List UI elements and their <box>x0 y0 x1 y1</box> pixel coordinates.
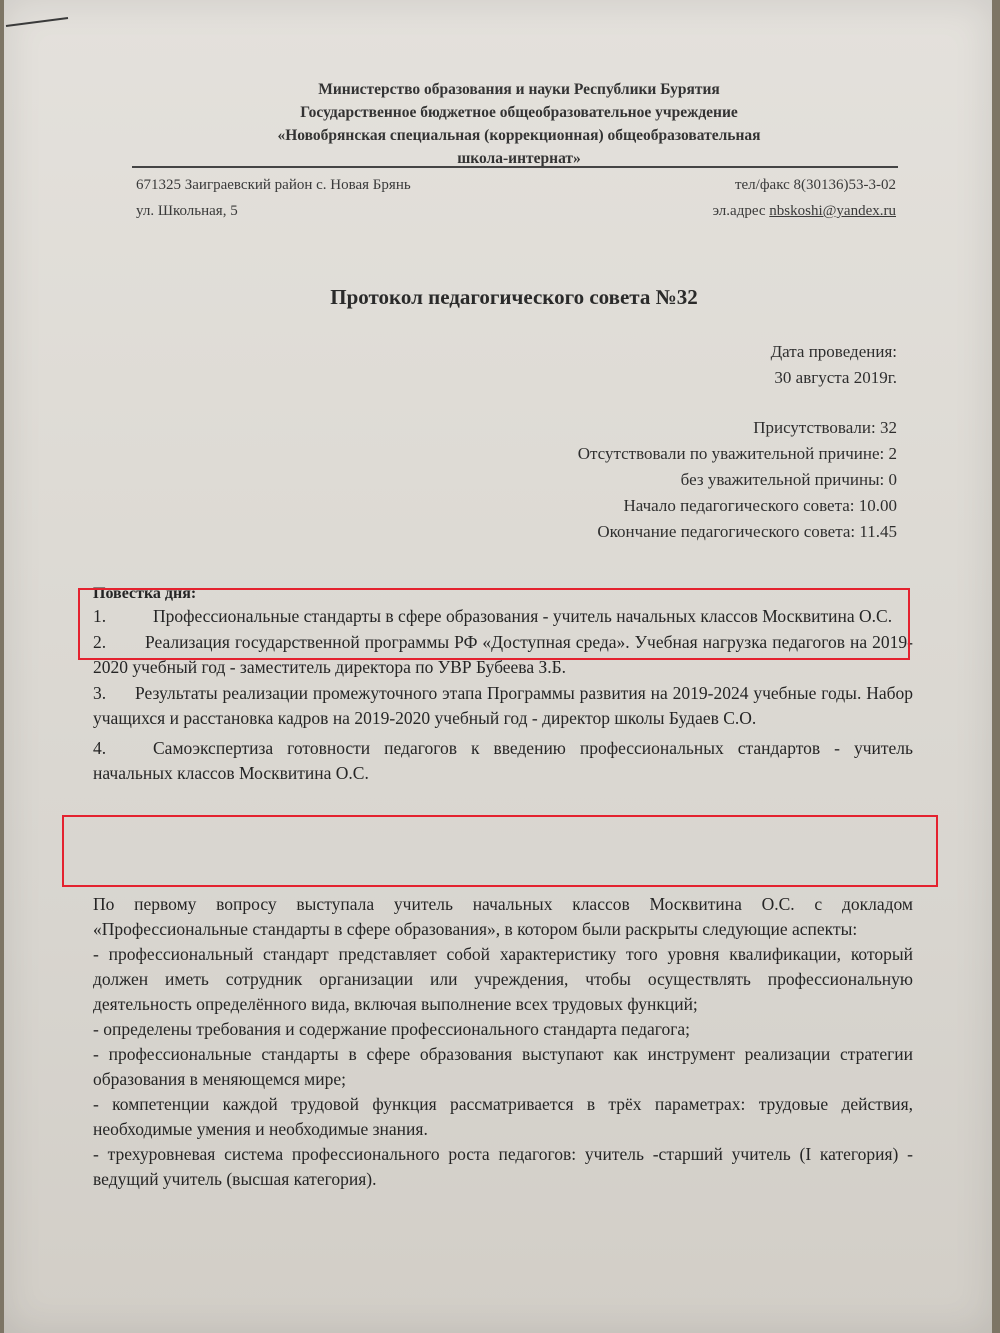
email-link[interactable]: nbskoshi@yandex.ru <box>769 203 896 219</box>
organization-header <box>134 78 904 170</box>
agenda-item <box>93 736 913 787</box>
aspect-list-item: - трехуровневая система профессионального роста педагогов: учитель -старший учитель (I категория) - ведущий учитель (высшая категория). <box>93 1144 913 1189</box>
agenda-item-text: Реализация государственной программы РФ «Доступная среда». Учебная нагрузка педагогов на 2019-2020 учебный год - заместитель директора по УВР Бубеева З.Б. <box>93 631 913 677</box>
agenda-item-text: Профессиональные стандарты в сфере образования - учитель начальных классов Москвитина О.С. <box>153 606 893 626</box>
attendance-block <box>578 415 897 545</box>
ministry-name: Министерство образования и науки Республики Бурятия <box>318 81 720 98</box>
agenda-item-number: 2. <box>93 631 107 652</box>
present-count: Присутствовали: 32 <box>753 418 897 437</box>
pen-mark <box>4 0 74 30</box>
address-line-1: 671325 Заиграевский район с. Новая Брянь <box>136 177 411 193</box>
agenda-item-text: Результаты реализации промежуточного этапа Программы развития на 2019-2024 учебные годы. Набор учащихся и расстановка кадров на 2019-2020 учебный год - директор школы Будаев С.О. <box>93 682 913 728</box>
discussion-text <box>93 892 913 1192</box>
agenda-item <box>93 681 913 732</box>
institution-line-3: школа-интернат» <box>457 150 581 167</box>
aspect-list-item: - профессиональный стандарт представляет собой характеристику того уровня квалификации, который должен иметь сотрудник организации или учреждения, чтобы осуществлять профессиональную деятельность определённого вида, включая выполнение всех трудовых функций; <box>93 944 913 1014</box>
date-value: 30 августа 2019г. <box>774 368 897 387</box>
aspect-list-item: - профессиональные стандарты в сфере образования выступают как инструмент реализации стратегии образования в меняющемся мире; <box>93 1044 913 1089</box>
meeting-date <box>771 339 897 391</box>
absent-invalid-count: без уважительной причины: 0 <box>680 470 897 489</box>
first-question-intro: По первому вопросу выступала учитель начальных классов Москвитина О.С. с докладом «Профессиональные стандарты в сфере образования», в котором были раскрыты следующие аспекты: <box>93 894 913 939</box>
aspect-list-item: - компетенции каждой трудовой функция рассматривается в трёх параметрах: трудовые действия, необходимые умения и необходимые знания. <box>93 1094 913 1139</box>
contact-info <box>713 172 896 224</box>
address-line-2: ул. Школьная, 5 <box>136 203 238 219</box>
agenda-heading: Повестка дня: <box>93 585 197 602</box>
email-line <box>713 198 896 224</box>
highlight-box-item-1 <box>78 588 910 660</box>
phone-fax: тел/факс 8(30136)53-3-02 <box>734 177 896 193</box>
agenda-item-number: 1. <box>93 606 107 626</box>
institution-line-1: Государственное бюджетное общеобразовательное учреждение <box>300 104 738 121</box>
aspect-list-item: - определены требования и содержание профессионального стандарта педагога; <box>93 1019 691 1039</box>
end-time: Окончание педагогического совета: 11.45 <box>597 522 897 541</box>
email-label: эл.адрес <box>712 203 766 219</box>
header-divider <box>132 166 898 168</box>
date-label: Дата проведения: <box>770 342 897 361</box>
postal-address <box>136 172 411 224</box>
document-page <box>4 0 992 1333</box>
highlight-box-item-4 <box>62 815 938 887</box>
institution-line-2: «Новобрянская специальная (коррекционная) общеобразовательная <box>277 127 761 144</box>
absent-valid-count: Отсутствовали по уважительной причине: 2 <box>577 444 897 463</box>
agenda-item-number: 4. <box>93 737 107 758</box>
agenda-item-text: Самоэкспертиза готовности педагогов к введению профессиональных стандартов - учитель начальных классов Москвитина О.С. <box>93 737 913 783</box>
start-time: Начало педагогического совета: 10.00 <box>623 496 897 515</box>
agenda-item-number: 3. <box>93 682 107 703</box>
document-title: Протокол педагогического совета №32 <box>330 285 698 309</box>
